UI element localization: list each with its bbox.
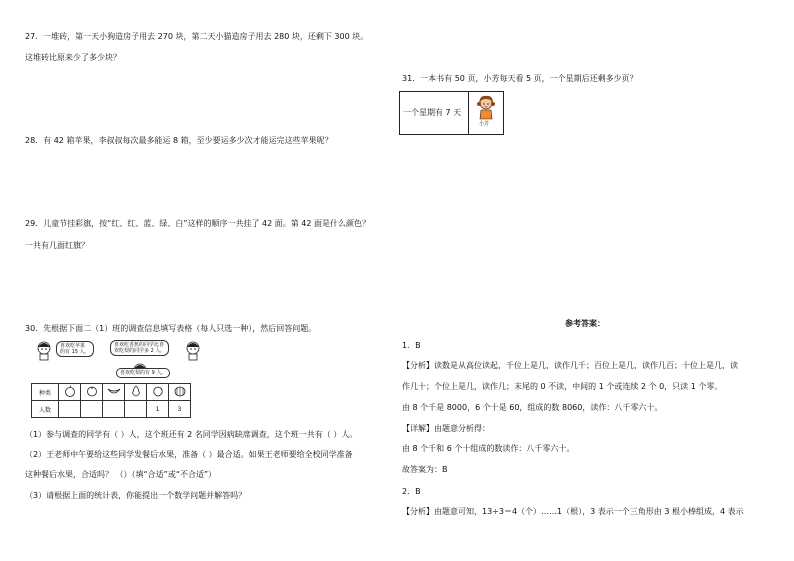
question-30-title: 30．先根据下面二（1）班的调查信息填写表格（每人只选一种），然后回答问题。 [25,324,317,333]
answer-title: 参考答案： [565,319,605,328]
speech-bubble-pear: 喜欢吃梨的有 9 人。 [116,368,170,378]
answer-1-analysis-line1: 【分析】读数是从高位读起，千位上是几，读作几千；百位上是几，读作几百；十位上是几，读 [402,361,738,370]
girl-caption: 小芳 [479,121,490,127]
answer-2-analysis: 【分析】由题意可知，13÷3＝4（个）……1（根），3 表示一个三角形由 3 根小棒组成，4 表示 [402,507,744,516]
orange-icon [81,384,103,401]
answer-1-detail: 由 8 个千和 6 个十组成的数读作：八千零六十。 [402,444,575,453]
table-cell-orange[interactable] [81,401,103,418]
peach-icon [147,384,169,401]
answer-1-detail-title: 【详解】由题意分析得： [402,424,490,433]
girl-xiaofang-icon [476,95,496,121]
table-row [32,401,191,418]
apple-icon [59,384,81,401]
table-cell-banana[interactable] [103,401,125,418]
watermelon-icon [169,384,191,401]
answer-1: 1．B [402,341,421,350]
question-27-line2: 这堆砖比原来少了多少块？ [25,53,121,62]
question-30-part2-line2: 这种餐后水果，合适吗？ （）（填“合适”或“不合适”） [25,470,217,479]
question-29-line1: 29．儿童节挂彩旗，按“红、红、蓝、绿、白”这样的顺序一共挂了 42 面。第 42 面是什么颜色？ [25,219,370,228]
answer-1-conclusion: 故答案为：B [402,465,448,474]
table-cell-apple[interactable] [59,401,81,418]
question-28: 28．有 42 箱苹果，李叔叔每次最多能运 8 箱，至少要运多少次才能运完这些苹果呢？ [25,136,333,145]
answer-2: 2．B [402,487,421,496]
child-1-icon [38,342,50,360]
girl-picture-cell [469,92,503,134]
table-row [32,384,191,401]
table-header-count: 人数 [32,401,59,418]
question-30-part1: （1）参与调查的同学有（ ）人，这个班还有 2 名同学因病缺席调查，这个班一共有（ ）人。 [25,430,358,439]
banana-icon [103,384,125,401]
child-2-icon [187,342,199,360]
answer-1-analysis-line2: 作几十；个位上是几，读作几；末尾的 0 不读，中间的 1 个或连续 2 个 0，只读 1 个零。 [402,382,723,391]
question-31-table [399,91,504,135]
table-header-kind: 种类 [32,384,59,401]
table-cell-peach: 1 [147,401,169,418]
question-30-part2-line1: （2）王老师中午要给这些同学发餐后水果，准备（ ）最合适。如果王老师要给全校同学准备 [25,450,353,459]
days-in-week-text: 一个星期有 7 天 [403,108,462,117]
answer-1-analysis-line3: 由 8 个千是 8000，6 个十是 60，组成的数 8060，读作：八千零六十。 [402,403,663,412]
speech-bubble-apple: 喜欢吃苹果 的有 15 人。 [56,341,94,357]
days-in-week-cell [400,92,469,134]
pear-icon [125,384,147,401]
question-27-line1: 27．一堆砖，第一天小狗造房子用去 270 块，第二天小猫造房子用去 280 块，还剩下 300 块。 [25,32,369,41]
table-cell-watermelon: 3 [169,401,191,418]
table-cell-pear[interactable] [125,401,147,418]
question-31: 31．一本书有 50 页，小芳每天看 5 页，一个星期后还剩多少页？ [402,74,638,83]
question-30-part3: （3）请根据上面的统计表，你能提出一个数学问题并解答吗？ [25,491,247,500]
speech-bubble-banana-pear: 喜欢吃香蕉的同学比喜 欢吃梨的同学多 2 人。 [110,340,169,356]
fruit-survey-table [31,383,191,418]
question-29-line2: 一共有几面红旗？ [25,241,89,250]
